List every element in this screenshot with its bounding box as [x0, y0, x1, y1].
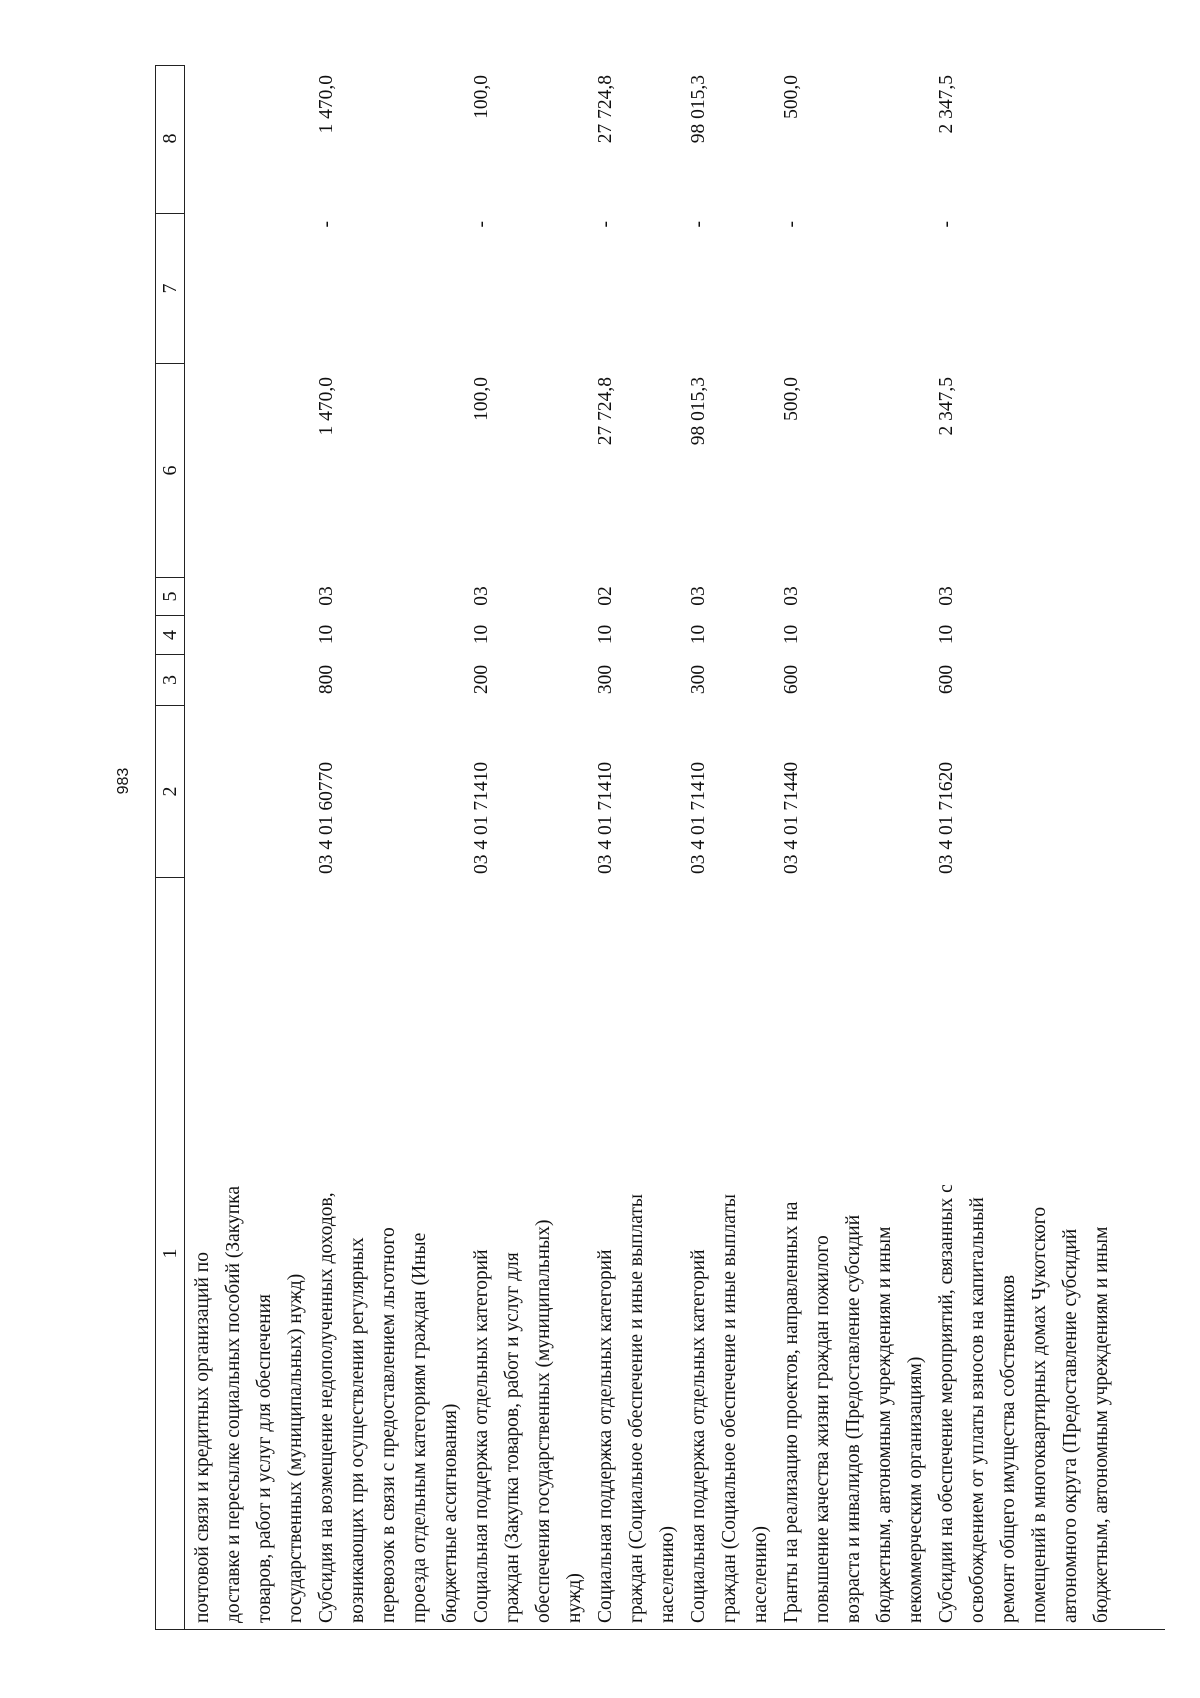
description-line: населению) — [750, 1526, 771, 1623]
subsection: 02 — [595, 586, 616, 606]
description-line: обеспечения государственных (муниципальных) — [533, 1219, 554, 1623]
row-description — [776, 883, 931, 1623]
subsection: 03 — [781, 586, 802, 606]
description-line: нужд) — [564, 1573, 585, 1623]
row-description — [187, 883, 311, 1623]
description-line: доставке и пересылке социальных пособий (Закупка — [223, 1185, 244, 1623]
description-line: бюджетным, автономным учреждениям и иным — [1091, 1226, 1112, 1623]
page-number: 983 — [115, 767, 132, 795]
description-line: Субсидии на обеспечение мероприятий, связанных с — [936, 1184, 957, 1623]
amount-col-8: 98 015,3 — [688, 75, 709, 144]
header-col-1: 1 — [156, 877, 184, 1629]
description-line: освобождением от уплаты взносов на капитальный — [967, 1197, 988, 1623]
expense-type: 300 — [688, 664, 709, 695]
amount-col-7: - — [688, 221, 709, 228]
section: 10 — [936, 624, 957, 645]
target-code: 03 4 01 71620 — [936, 761, 957, 874]
subsection: 03 — [688, 586, 709, 606]
description-line: Гранты на реализацию проектов, направленных на — [781, 1201, 802, 1623]
header-col-4: 4 — [156, 615, 184, 654]
budget-table — [155, 65, 1165, 1630]
target-code: 03 4 01 71410 — [595, 761, 616, 874]
header-col-6: 6 — [156, 363, 184, 577]
expense-type: 600 — [936, 664, 957, 695]
amount-col-8: 500,0 — [781, 75, 802, 119]
subsection: 03 — [316, 586, 337, 606]
description-line: бюджетным, автономным учреждениям и иным — [874, 1226, 895, 1623]
amount-col-6: 2 347,5 — [936, 377, 957, 436]
row-description — [311, 883, 466, 1623]
description-line: возникающих при осуществлении регулярных — [347, 1237, 368, 1623]
target-code: 03 4 01 71410 — [688, 761, 709, 874]
description-line: возраста и инвалидов (Предоставление субсидий — [843, 1214, 864, 1623]
description-line: автономного округа (Предоставление субсидий — [1060, 1228, 1081, 1623]
amount-col-6: 100,0 — [471, 377, 492, 421]
amount-col-7: - — [781, 221, 802, 228]
description-line: Социальная поддержка отдельных категорий — [595, 1249, 616, 1623]
section: 10 — [688, 624, 709, 645]
target-code: 03 4 01 71410 — [471, 761, 492, 874]
amount-col-7: - — [316, 221, 337, 228]
amount-col-8: 100,0 — [471, 75, 492, 119]
description-line: Социальная поддержка отдельных категорий — [471, 1249, 492, 1623]
table-header-row — [155, 65, 185, 1630]
description-line: ремонт общего имущества собственников — [998, 1274, 1019, 1623]
description-line: бюджетные ассигнования) — [440, 1403, 461, 1623]
section: 10 — [595, 624, 616, 645]
subsection: 03 — [936, 586, 957, 606]
description-line: граждан (Социальное обеспечение и иные выплаты — [626, 1193, 647, 1623]
description-line: помещений в многоквартирных домах Чукотского — [1029, 1206, 1050, 1623]
amount-col-6: 98 015,3 — [688, 377, 709, 446]
amount-col-7: - — [471, 221, 492, 228]
table-body — [185, 65, 1165, 1630]
row-description — [931, 883, 1117, 1623]
header-col-7: 7 — [156, 213, 184, 363]
amount-col-8: 2 347,5 — [936, 75, 957, 134]
description-line: перевозок в связи с предоставлением льготного — [378, 1227, 399, 1623]
description-line: населению) — [657, 1526, 678, 1623]
amount-col-7: - — [595, 221, 616, 228]
subsection: 03 — [471, 586, 492, 606]
row-description — [466, 883, 590, 1623]
amount-col-6: 1 470,0 — [316, 377, 337, 436]
description-line: Социальная поддержка отдельных категорий — [688, 1249, 709, 1623]
header-col-5: 5 — [156, 577, 184, 615]
expense-type: 200 — [471, 664, 492, 695]
expense-type: 300 — [595, 664, 616, 695]
description-line: государственных (муниципальных) нужд) — [285, 1273, 306, 1623]
expense-type: 800 — [316, 664, 337, 695]
header-col-3: 3 — [156, 654, 184, 705]
description-line: проезда отдельным категориям граждан (Иные — [409, 1232, 430, 1623]
header-col-2: 2 — [156, 705, 184, 877]
description-line: почтовой связи и кредитных организаций по — [192, 1252, 213, 1623]
description-line: некоммерческим организациям) — [905, 1356, 926, 1623]
section: 10 — [781, 624, 802, 645]
amount-col-7: - — [936, 221, 957, 228]
row-description — [683, 883, 776, 1623]
target-code: 03 4 01 71440 — [781, 761, 802, 874]
description-line: товаров, работ и услуг для обеспечения — [254, 1294, 275, 1623]
amount-col-6: 500,0 — [781, 377, 802, 421]
section: 10 — [316, 624, 337, 645]
expense-type: 600 — [781, 664, 802, 695]
description-line: Субсидия на возмещение недополученных доходов, — [316, 1192, 337, 1623]
header-col-8: 8 — [159, 133, 181, 144]
description-line: повышение качества жизни граждан пожилого — [812, 1235, 833, 1623]
row-description — [590, 883, 683, 1623]
section: 10 — [471, 624, 492, 645]
description-line: граждан (Закупка товаров, работ и услуг для — [502, 1252, 523, 1623]
amount-col-8: 27 724,8 — [595, 75, 616, 144]
amount-col-8: 1 470,0 — [316, 75, 337, 134]
amount-col-6: 27 724,8 — [595, 377, 616, 446]
target-code: 03 4 01 60770 — [316, 761, 337, 874]
description-line: граждан (Социальное обеспечение и иные выплаты — [719, 1193, 740, 1623]
